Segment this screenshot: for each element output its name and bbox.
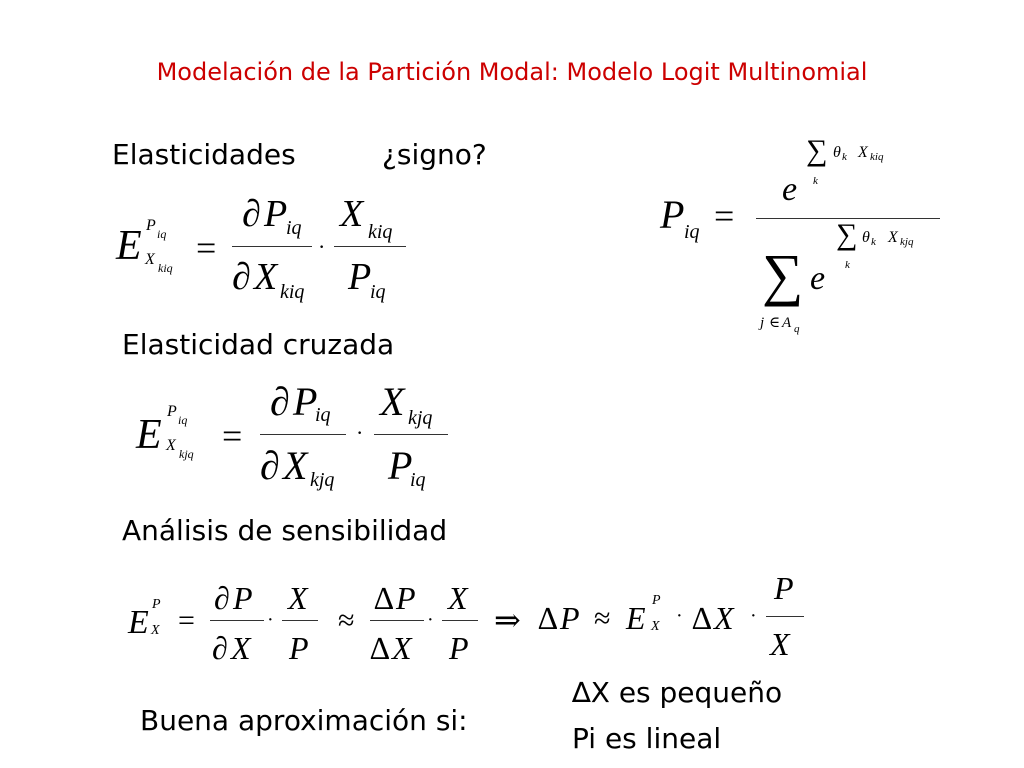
heading-signo: ¿signo? [382,138,487,171]
heading-elasticidad-cruzada: Elasticidad cruzada [122,328,395,361]
heading-elasticidades: Elasticidades [112,138,296,171]
slide-title: Modelación de la Partición Modal: Modelo Logit Multinomial [156,58,868,86]
heading-analisis-sensibilidad: Análisis de sensibilidad [122,514,448,547]
condition-lineal: Pi es lineal [572,722,722,755]
condition-delta-x: ∆X es pequeño [572,676,783,709]
heading-buena-aproximacion: Buena aproximación si: [140,704,468,737]
